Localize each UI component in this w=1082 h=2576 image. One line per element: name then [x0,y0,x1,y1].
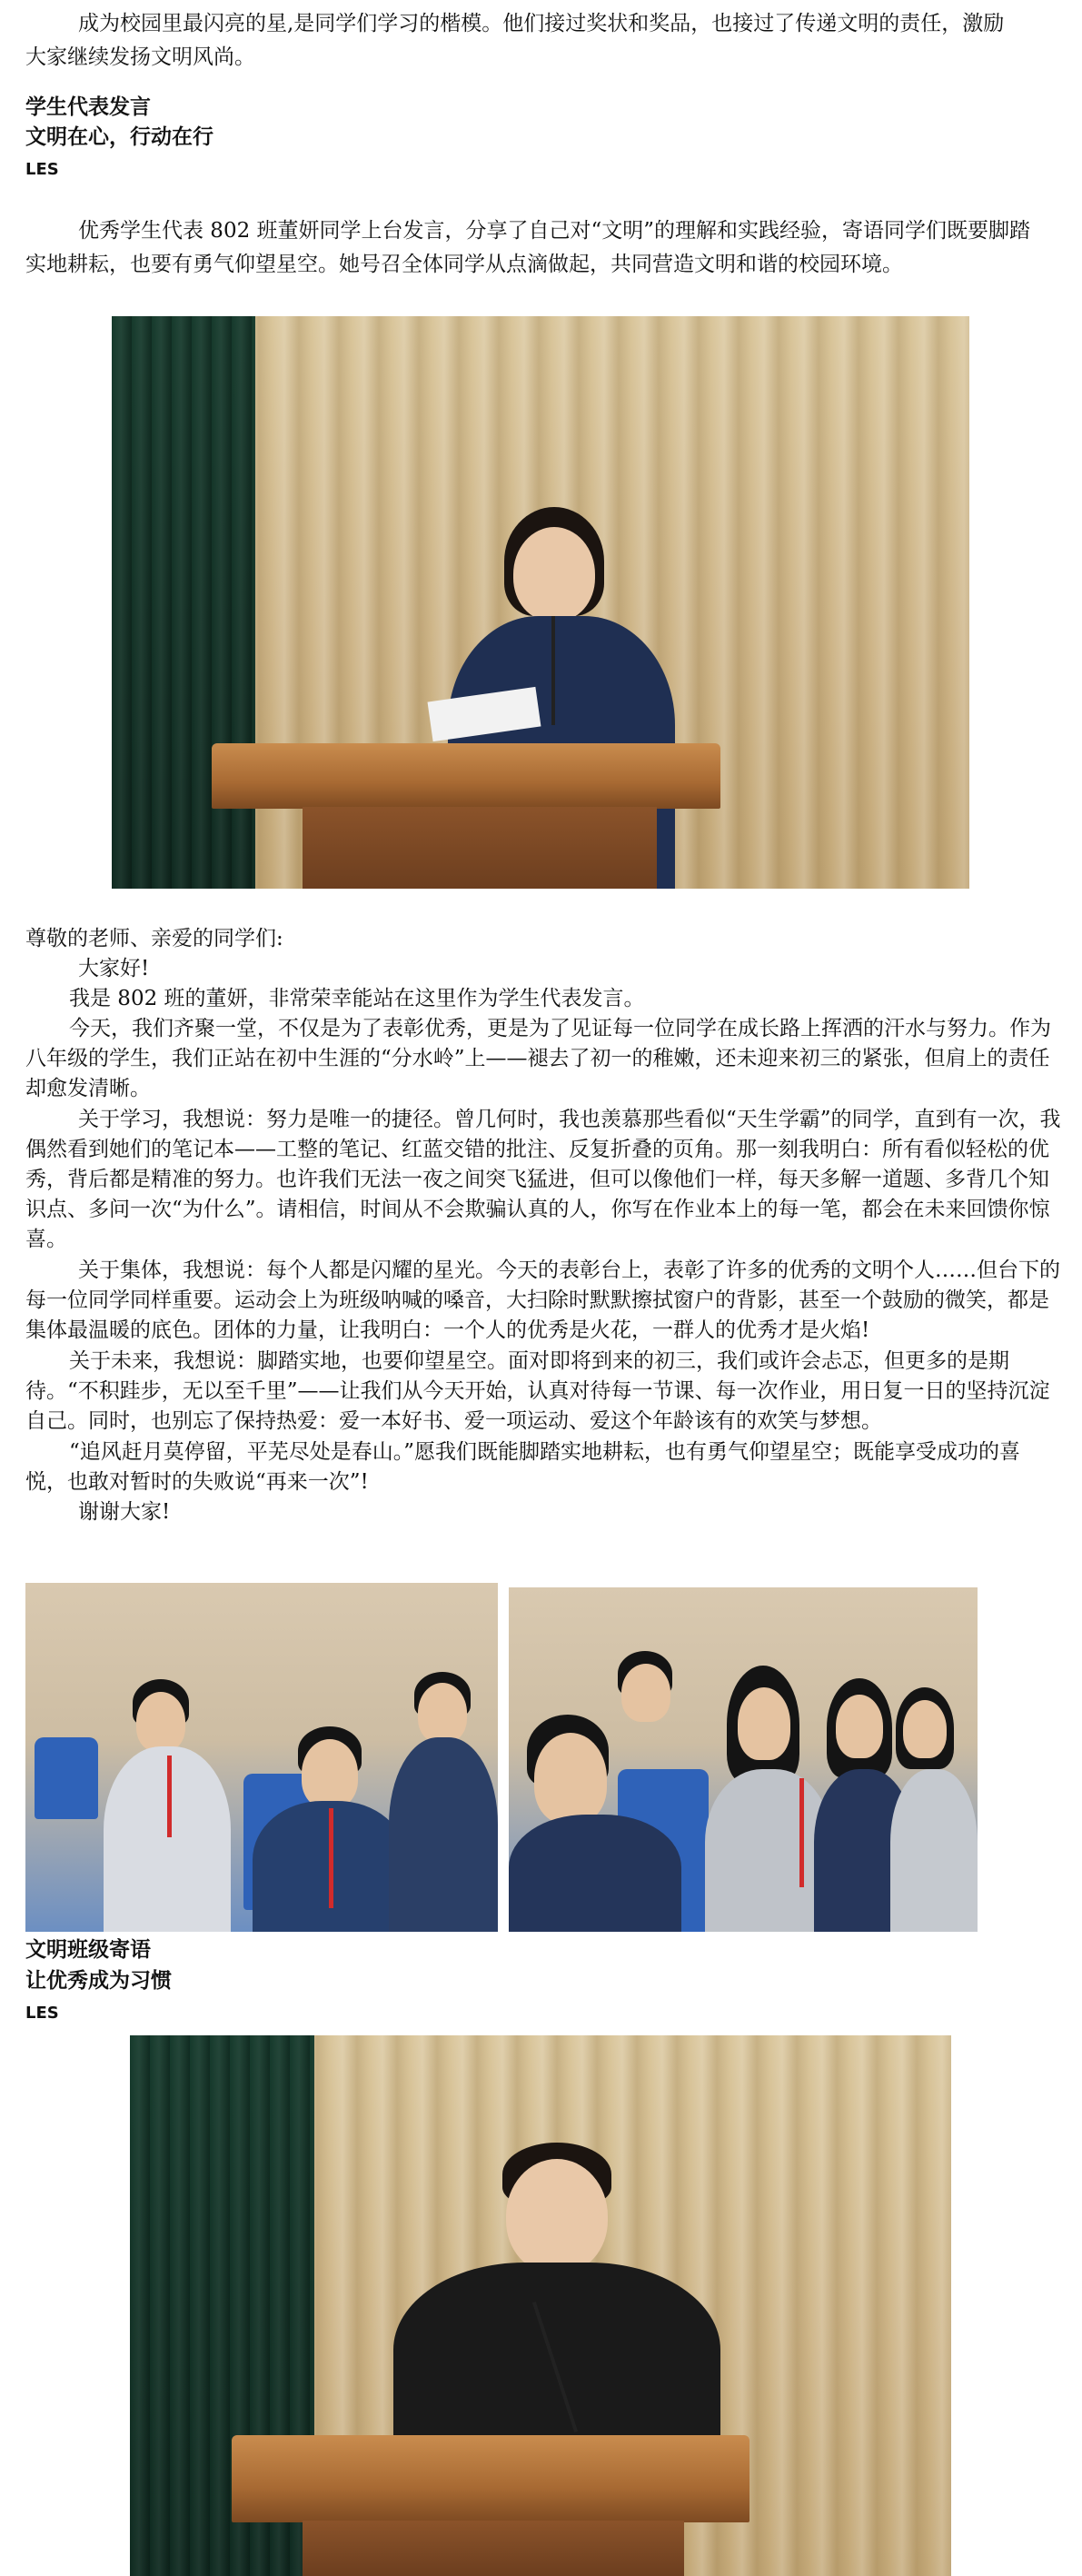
speech-paragraph-future: 关于未来，我想说：脚踏实地，也要仰望星空。面对即将到来的初三，我们或许会忐忑，但更多的是期待。“不积跬步，无以至千里”——让我们从今天开始，认真对待每一节课、每一次作业，用日复一日的坚持沉淀自己。同时，也别忘了保持热爱：爱一本好书、爱一项运动、爱这个年龄该有的欢笑与梦想。 [25,1349,1050,1433]
podium-body [303,807,657,889]
student-face [738,1687,790,1760]
speech-thanks: 谢谢大家! [78,1500,171,1524]
student-uniform [890,1769,978,1932]
podium-top [232,2435,749,2522]
speech-paragraph-study: 关于学习，我想说：努力是唯一的捷径。曾几何时，我也羡慕那些看似“天生学霸”的同学，直到有一次，我偶然看到她们的笔记本——工整的笔记、红蓝交错的批注、反复折叠的页角。那一刻我明白：所有看似轻松的优秀，背后都是精准的努力。也许我们无法一夜之间突飞猛进，但可以像他们一样，每天多解一道题、多背几个知识点、多问一次“为什么”。请相信，时间从不会欺骗认真的人，你写在作业本上的每一笔，都会在未来回馈你惊喜。 [25,1108,1061,1251]
audience-photo-right [509,1587,978,1932]
speech-paragraph-quote: “追风赶月莫停留，平芜尽处是春山。”愿我们既能脚踏实地耕耘，也有勇气仰望星空；既能享受成功的喜悦，也敢对暂时的失败说“再来一次”! [25,1440,1021,1494]
lanyard [167,1755,172,1837]
teacher-speaker-photo [130,2035,951,2576]
speaker-face [506,2159,608,2273]
student-face [136,1692,185,1752]
lanyard [799,1778,804,1887]
speech-paragraph-collective: 关于集体，我想说：每个人都是闪耀的星光。今天的表彰台上，表彰了许多的优秀的文明个人……但台下的每一位同学同样重要。运动会上为班级呐喊的嗓音，大扫除时默默擦拭窗户的背影，甚至一个鼓励的微笑，都是集体最温暖的底色。团体的力量，让我明白：一个人的优秀是火花，一群人的优秀才是火焰! [25,1258,1060,1342]
student-uniform [389,1737,498,1932]
student-face [621,1664,670,1722]
student-speaker-photo [112,316,969,889]
intro-line-1: 成为校园里最闪亮的星,是同学们学习的楷模。他们接过奖状和奖品，也接过了传递文明的责任，激励 [78,12,1005,35]
intro-line-2: 大家继续发扬文明风尚。 [25,45,255,69]
student-uniform [509,1815,681,1932]
section-subheading-excellence: 让优秀成为习惯 [25,1969,172,1993]
lanyard [329,1808,333,1908]
author-label: LES [25,2004,59,2023]
microphone [551,616,555,725]
student-face [903,1700,947,1758]
author-label: LES [25,160,59,179]
section-heading-class-message: 文明班级寄语 [25,1938,151,1962]
section1-summary-line-2: 实地耕耘，也要有勇气仰望星空。她号召全体同学从点滴做起，共同营造文明和谐的校园环境。 [25,253,903,276]
audience-photo-left [25,1583,498,1932]
podium-body [303,2521,684,2576]
student-uniform [705,1769,832,1932]
speech-salutation: 尊敬的老师、亲爱的同学们: [25,927,283,950]
speaker-face [513,527,595,622]
student-face [302,1739,358,1808]
podium-top [212,743,720,809]
seat [35,1737,98,1819]
student-face [418,1683,467,1743]
student-face [836,1695,883,1758]
student-face [534,1733,607,1824]
section1-summary-line-1: 优秀学生代表 802 班董妍同学上台发言，分享了自己对“文明”的理解和实践经验，寄语同学们既要脚踏 [78,219,1031,243]
speech-paragraph-today: 今天，我们齐聚一堂，不仅是为了表彰优秀，更是为了见证每一位同学在成长路上挥洒的汗水与努力。作为八年级的学生，我们正站在初中生涯的“分水岭”上——褪去了初一的稚嫩，还未迎来初三的紧张，但肩上的责任却愈发清晰。 [25,1017,1051,1100]
speech-intro: 我是 802 班的董妍，非常荣幸能站在这里作为学生代表发言。 [69,987,645,1010]
section-heading-student-speech: 学生代表发言 [25,95,151,119]
section-subheading-civility: 文明在心，行动在行 [25,125,213,149]
speech-greeting: 大家好! [78,957,150,980]
